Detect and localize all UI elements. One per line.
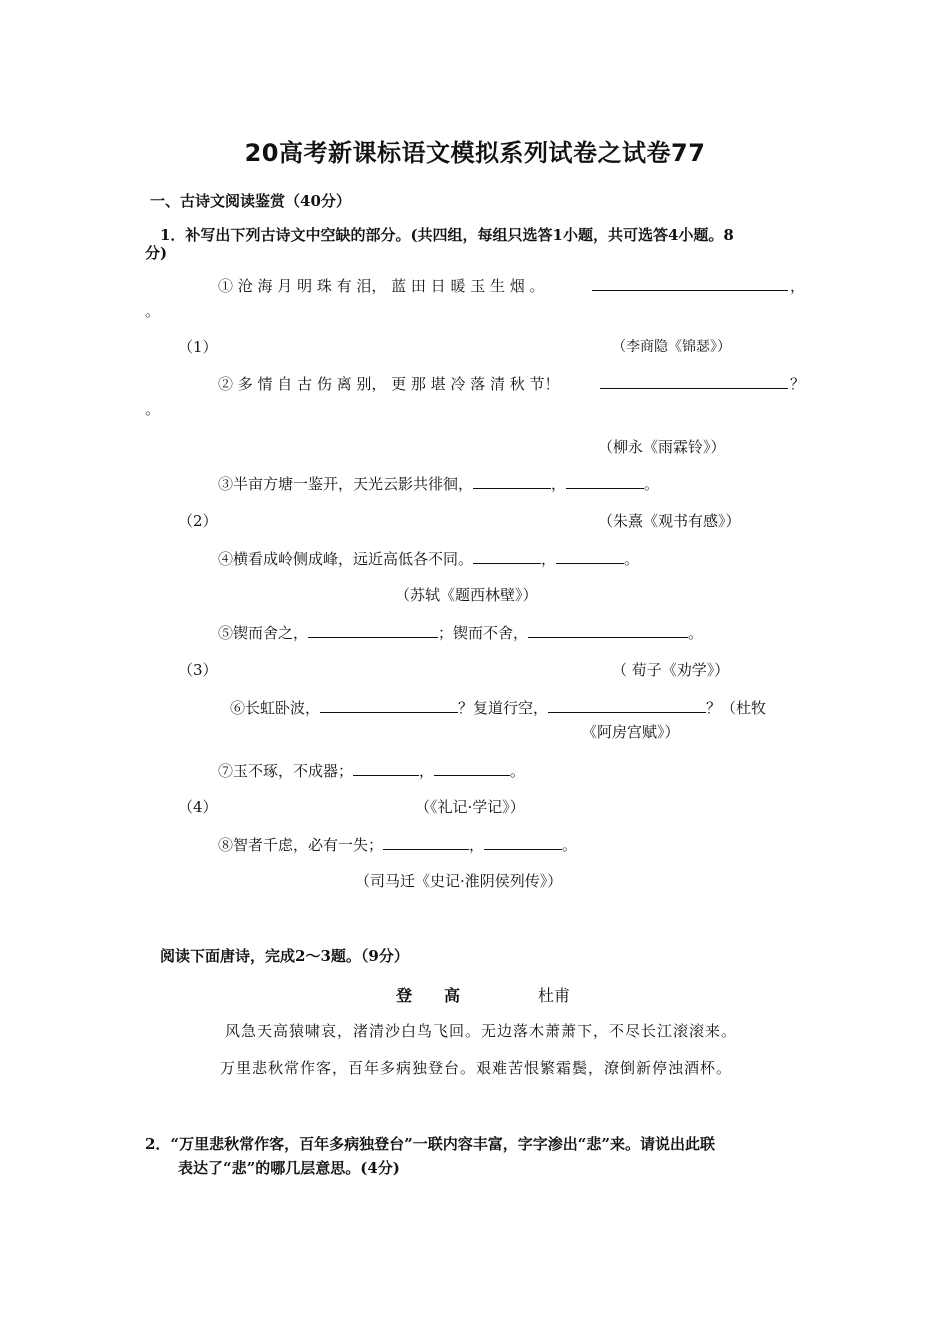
question-1-line-1: 1．补写出下列古诗文中空缺的部分。(共四组，每组只选答1小题，共可选答4小题。8 <box>160 226 734 244</box>
item-2 <box>218 373 560 394</box>
item-1-text: ① 沧 海 月 明 珠 有 泪， 蓝 田 日 暖 玉 生 烟 。 <box>218 277 545 295</box>
reading-intro: 阅读下面唐诗，完成2～3题。（9分） <box>160 947 409 965</box>
item-3-source: （朱熹《观书有感》） <box>598 512 741 530</box>
answer-blank[interactable] <box>592 276 788 291</box>
item-6 <box>230 697 766 718</box>
item-7-end: 。 <box>510 762 526 780</box>
item-2-question-mark: ？ <box>790 375 806 393</box>
group-4-label: （4） <box>178 798 218 816</box>
item-5-end: 。 <box>688 624 704 642</box>
answer-blank[interactable] <box>353 761 419 776</box>
item-7 <box>218 760 525 781</box>
answer-blank[interactable] <box>383 835 469 850</box>
item-4 <box>218 548 639 569</box>
item-3-text: ③半亩方塘一鉴开，天光云影共徘徊， <box>218 475 474 493</box>
poem-author: 杜甫 <box>538 986 571 1005</box>
item-4-text: ④横看成岭侧成峰，远近高低各不同。 <box>218 550 474 568</box>
group-1-label: （1） <box>178 338 218 356</box>
item-1 <box>218 275 545 296</box>
item-1-source: （李商隐《锦瑟》） <box>612 339 731 355</box>
answer-blank[interactable] <box>308 623 438 638</box>
poem-title: 登 高 <box>396 986 461 1005</box>
question-1-line-2: 分) <box>145 244 168 262</box>
item-6-text: ⑥长虹卧波， <box>230 699 321 717</box>
item-4-end: 。 <box>624 550 640 568</box>
item-8-end: 。 <box>562 836 578 854</box>
item-6-source: 《阿房宫赋》） <box>582 723 680 741</box>
item-5-source: （ 荀子《劝学》） <box>612 661 730 679</box>
section-heading: 一、古诗文阅读鉴赏（40分） <box>150 192 351 210</box>
item-3 <box>218 473 659 494</box>
poem-line-1: 风急天高猿啸哀，渚清沙白鸟飞回。无边落木萧萧下，不尽长江滚滚来。 <box>225 1022 738 1040</box>
answer-blank[interactable] <box>528 623 688 638</box>
answer-blank[interactable] <box>473 474 551 489</box>
answer-blank[interactable] <box>434 761 510 776</box>
item-4-separator: ， <box>541 550 557 568</box>
item-8-text: ⑧智者千虑，必有一失； <box>218 836 384 854</box>
item-1-comma: ， <box>790 277 806 295</box>
item-7-separator: ， <box>419 762 435 780</box>
answer-blank[interactable] <box>556 549 624 564</box>
item-8-source: （司马迁《史记·淮阴侯列传》） <box>355 872 563 890</box>
question-2-line-1: 2．“万里悲秋常作客，百年多病独登台”一联内容丰富，字字渗出“悲”来。请说出此联 <box>145 1135 715 1153</box>
item-2-text: ② 多 情 自 古 伤 离 别， 更 那 堪 冷 落 清 秋 节！ <box>218 375 560 393</box>
item-5-text: ⑤锲而舍之， <box>218 624 309 642</box>
answer-blank[interactable] <box>320 698 458 713</box>
answer-blank[interactable] <box>548 698 706 713</box>
item-8-separator: ， <box>469 836 485 854</box>
item-5-middle: ；锲而不舍， <box>438 624 529 642</box>
page-title: 20高考新课标语文模拟系列试卷之试卷77 <box>244 139 706 167</box>
item-3-end: 。 <box>644 475 660 493</box>
item-7-source: （《礼记·学记》） <box>415 798 525 816</box>
answer-blank[interactable] <box>484 835 562 850</box>
poem-line-2: 万里悲秋常作客，百年多病独登台。艰难苦恨繁霜鬓，潦倒新停浊酒杯。 <box>220 1059 733 1077</box>
group-2-label: （2） <box>178 512 218 530</box>
group-3-label: （3） <box>178 661 218 679</box>
item-2-tail: 。 <box>145 400 161 418</box>
item-6-end: ？（杜牧 <box>706 699 767 717</box>
answer-blank[interactable] <box>566 474 644 489</box>
item-6-middle: ？复道行空， <box>458 699 549 717</box>
item-5 <box>218 622 703 643</box>
item-4-source: （苏轼《题西林壁》） <box>395 586 538 604</box>
item-7-text: ⑦玉不琢，不成器； <box>218 762 354 780</box>
item-1-tail: 。 <box>145 302 161 320</box>
question-2-line-2: 表达了“悲”的哪几层意思。(4分) <box>178 1159 400 1177</box>
answer-blank[interactable] <box>600 374 788 389</box>
answer-blank[interactable] <box>473 549 541 564</box>
item-2-source: （柳永《雨霖铃》） <box>598 438 726 456</box>
item-8 <box>218 834 577 855</box>
item-3-separator: ， <box>551 475 567 493</box>
